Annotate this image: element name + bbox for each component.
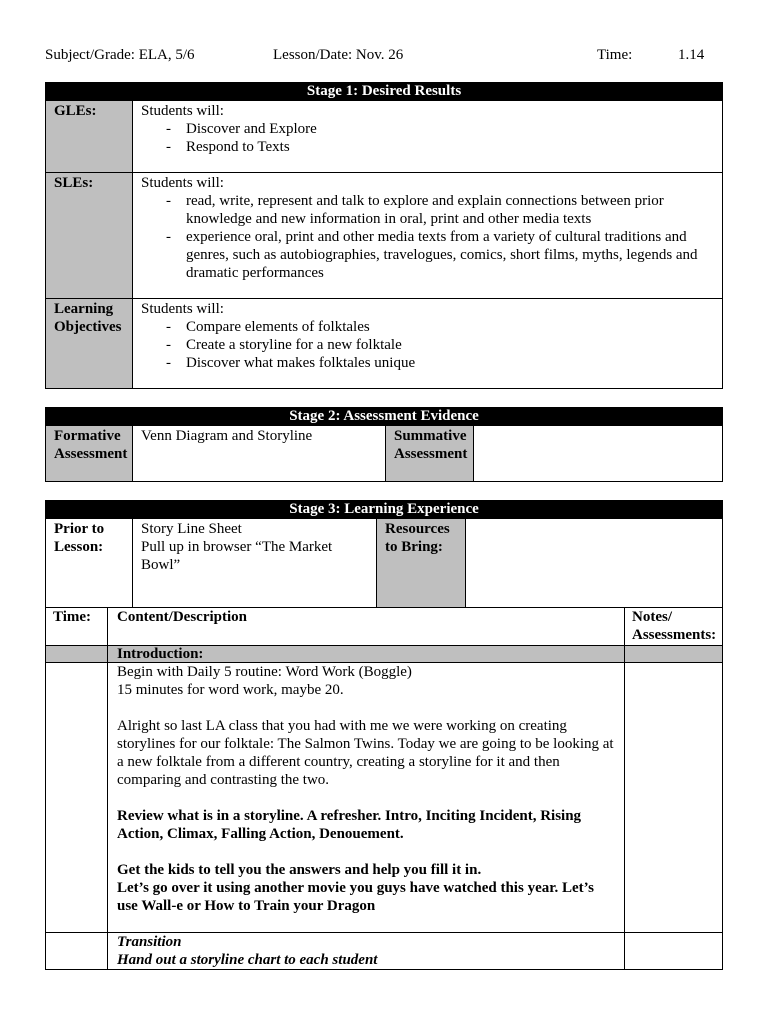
sles-content: [133, 173, 723, 299]
time-value: 1.14: [678, 47, 705, 63]
review-note: Review what is in a storyline. A refresher. Intro, Inciting Incident, Rising Action, Climax, Falling Action, Denouement.: [117, 808, 582, 842]
gles-content: [133, 101, 723, 173]
instruction-line: Let’s go over it using another movie you guys have watched this year. Let’s use Wall-e or How to Train your Dragon: [117, 880, 594, 914]
list-item: - Discover and Explore: [186, 120, 716, 138]
introduction-body: [108, 663, 625, 933]
lesson-header: [45, 46, 722, 64]
routine-block: [117, 663, 618, 699]
introduction-heading: Introduction:: [108, 646, 625, 663]
content-column-heading: Content/Description: [108, 608, 625, 646]
stage2-title: Stage 2: Assessment Evidence: [46, 408, 723, 426]
resources-to-bring-value: [466, 519, 723, 608]
list-item: - read, write, represent and talk to explore and explain connections between prior knowledge and new information in oral, print and other media texts: [186, 192, 716, 228]
subject-grade: Subject/Grade: ELA, 5/6: [45, 47, 195, 63]
introduction-body-notes-cell: [625, 663, 723, 933]
stage1-title: Stage 1: Desired Results: [46, 83, 723, 101]
transition-row: [46, 933, 723, 970]
introduction-heading-row: [46, 646, 723, 663]
introduction-notes-cell: [625, 646, 723, 663]
learning-objectives-list: [141, 318, 716, 372]
stage1-desired-results-table: [45, 82, 723, 389]
notes-column-heading: Notes/ Assessments:: [625, 608, 723, 646]
prior-item: Pull up in browser “The Market Bowl”: [141, 539, 333, 573]
formative-assessment-label: Formative Assessment: [46, 426, 133, 482]
lesson-plan-tables: [45, 82, 722, 970]
sles-list: [141, 192, 716, 282]
routine-line: Begin with Daily 5 routine: Word Work (Boggle): [117, 664, 412, 680]
list-item: - experience oral, print and other media texts from a variety of cultural traditions and genres, such as autobiographies, travelogues, comics, short films, myths, legends and dramatic performances: [186, 228, 716, 282]
sles-label: SLEs:: [46, 173, 133, 299]
learning-objectives-intro: Students will:: [141, 301, 224, 317]
stage1-header-row: [46, 83, 723, 101]
prior-to-lesson-label: Prior to Lesson:: [46, 519, 133, 608]
introduction-body-time-cell: [46, 663, 108, 933]
list-item: - Create a storyline for a new folktale: [186, 336, 716, 354]
sles-intro: Students will:: [141, 175, 224, 191]
prior-to-lesson-row: [46, 519, 723, 608]
transition-heading: Transition: [117, 934, 182, 950]
teacher-script: Alright so last LA class that you had with me we were working on creating storylines for our folktale: The Salmon Twins. Today we are going to be looking at a new folktale from a different country, creating a storyline for it and then comparing and contrasting the two.: [117, 718, 614, 788]
introduction-body-row: [46, 663, 723, 933]
gles-list: [141, 120, 716, 156]
learning-objectives-content: [133, 299, 723, 389]
transition-notes-cell: [625, 933, 723, 970]
instruction-line: Get the kids to tell you the answers and help you fill it in.: [117, 862, 482, 878]
time-column-heading: Time:: [46, 608, 108, 646]
assessment-row: [46, 426, 723, 482]
formative-assessment-value: Venn Diagram and Storyline: [133, 426, 386, 482]
gles-label: GLEs:: [46, 101, 133, 173]
stage3-header-row: [46, 501, 723, 519]
stage3-title: Stage 3: Learning Experience: [46, 501, 723, 519]
transition-text: Hand out a storyline chart to each student: [117, 952, 378, 968]
summative-assessment-value: [474, 426, 723, 482]
resources-to-bring-label: Resources to Bring:: [377, 519, 466, 608]
column-headings-row: [46, 608, 723, 646]
lesson-date: Lesson/Date: Nov. 26: [273, 47, 404, 63]
summative-assessment-label: Summative Assessment: [386, 426, 474, 482]
list-item: - Discover what makes folktales unique: [186, 354, 716, 372]
gles-intro: Students will:: [141, 103, 224, 119]
transition-content: [108, 933, 625, 970]
prior-to-lesson-content: [133, 519, 377, 608]
gles-row: [46, 101, 723, 173]
stage3-learning-experience-table: [45, 500, 723, 970]
transition-time-cell: [46, 933, 108, 970]
routine-line: 15 minutes for word work, maybe 20.: [117, 682, 344, 698]
list-item: - Respond to Texts: [186, 138, 716, 156]
sles-row: [46, 173, 723, 299]
list-item: - Compare elements of folktales: [186, 318, 716, 336]
time-label: Time:: [597, 47, 633, 63]
learning-objectives-label: Learning Objectives: [46, 299, 133, 389]
learning-objectives-row: [46, 299, 723, 389]
introduction-time-cell: [46, 646, 108, 663]
prior-item: Story Line Sheet: [141, 521, 242, 537]
stage2-header-row: [46, 408, 723, 426]
stage2-assessment-evidence-table: [45, 407, 723, 482]
